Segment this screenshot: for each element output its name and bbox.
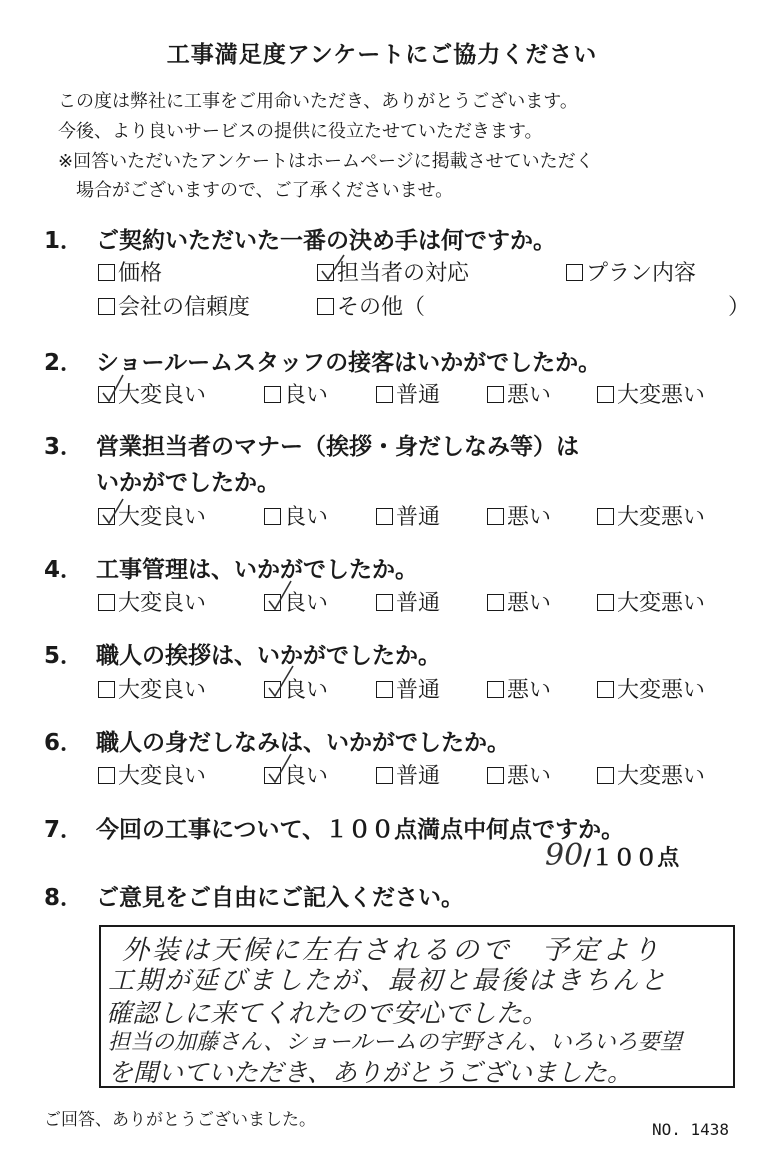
q3-option-very-good[interactable]: 大変良い xyxy=(98,500,206,531)
checkbox[interactable] xyxy=(98,767,115,784)
question-number: 1． xyxy=(44,228,84,254)
checkbox[interactable] xyxy=(376,767,393,784)
intro-line-4: 場合がございますので、ご了承くださいませ。 xyxy=(58,180,454,201)
checkbox[interactable] xyxy=(376,386,393,403)
question-text: ご契約いただいた一番の決め手は何ですか。 xyxy=(96,228,556,254)
checkbox[interactable] xyxy=(597,594,614,611)
handwritten-check-icon xyxy=(101,375,127,405)
comment-line-4: 担当の加藤さん、ショールームの宇野さん、いろいろ要望 xyxy=(108,1030,682,1055)
checkbox[interactable] xyxy=(264,386,281,403)
q6-option-good[interactable]: 良い xyxy=(264,759,328,790)
checkbox[interactable] xyxy=(597,508,614,525)
q3-option-bad[interactable]: 悪い xyxy=(487,500,551,531)
q3-option-average[interactable]: 普通 xyxy=(376,500,440,531)
q1-option-other[interactable]: その他（ xyxy=(317,290,425,321)
q4-option-very-bad[interactable]: 大変悪い xyxy=(597,586,705,617)
q1-option-price[interactable]: 価格 xyxy=(98,256,162,287)
checkbox-checked[interactable] xyxy=(98,386,115,403)
question-4: 4． 工事管理は、いかがでしたか。 xyxy=(44,557,418,583)
checkbox[interactable] xyxy=(264,508,281,525)
q6-option-very-bad[interactable]: 大変悪い xyxy=(597,759,705,790)
checkbox[interactable] xyxy=(376,681,393,698)
survey-title: 工事満足度アンケートにご協力ください xyxy=(166,42,598,68)
checkbox[interactable] xyxy=(317,298,334,315)
checkbox[interactable] xyxy=(98,264,115,281)
checkbox[interactable] xyxy=(566,264,583,281)
question-6: 6． 職人の身だしなみは、いかがでしたか。 xyxy=(44,730,510,756)
checkbox-checked[interactable] xyxy=(98,508,115,525)
intro-line-2: 今後、より良いサービスの提供に役立たせていただきます。 xyxy=(58,121,543,142)
q6-option-average[interactable]: 普通 xyxy=(376,759,440,790)
q2-option-very-good[interactable]: 大変良い xyxy=(98,378,206,409)
checkbox-checked[interactable] xyxy=(264,594,281,611)
handwritten-check-icon xyxy=(267,670,293,700)
comment-line-2: 工期が延びましたが、最初と最後はきちんと xyxy=(108,966,669,996)
q5-option-very-good[interactable]: 大変良い xyxy=(98,673,206,704)
handwritten-check-icon xyxy=(267,583,293,613)
checkbox[interactable] xyxy=(597,681,614,698)
question-2: 2． ショールームスタッフの接客はいかがでしたか。 xyxy=(44,350,602,376)
q6-option-bad[interactable]: 悪い xyxy=(487,759,551,790)
q4-option-good[interactable]: 良い xyxy=(264,586,328,617)
q2-option-good[interactable]: 良い xyxy=(264,378,328,409)
comment-line-1: 外装は天候に左右されるので 予定より xyxy=(122,935,662,966)
q3-option-good[interactable]: 良い xyxy=(264,500,328,531)
checkbox[interactable] xyxy=(487,767,504,784)
checkbox-checked[interactable] xyxy=(264,767,281,784)
q4-option-very-good[interactable]: 大変良い xyxy=(98,586,206,617)
question-3: 3． 営業担当者のマナー（挨拶・身だしなみ等）は xyxy=(44,434,579,460)
intro-line-1: この度は弊社に工事をご用命いただき、ありがとうございます。 xyxy=(58,91,578,112)
question-8: 8． ご意見をご自由にご記入ください。 xyxy=(44,885,464,911)
score-handwritten[interactable]: 90 xyxy=(545,838,584,873)
q1-option-trust[interactable]: 会社の信頼度 xyxy=(98,290,250,321)
comment-line-5: を聞いていただき、ありがとうございました。 xyxy=(108,1058,633,1087)
q4-option-bad[interactable]: 悪い xyxy=(487,586,551,617)
handwritten-check-icon xyxy=(101,497,127,527)
checkbox[interactable] xyxy=(487,681,504,698)
intro-line-3: ※回答いただいたアンケートはホームページに掲載させていただく xyxy=(58,151,594,172)
q5-option-very-bad[interactable]: 大変悪い xyxy=(597,673,705,704)
q5-option-average[interactable]: 普通 xyxy=(376,673,440,704)
checkbox[interactable] xyxy=(376,508,393,525)
q4-option-average[interactable]: 普通 xyxy=(376,586,440,617)
q1-other-close: ） xyxy=(728,295,751,320)
q5-option-bad[interactable]: 悪い xyxy=(487,673,551,704)
checkbox-checked[interactable] xyxy=(264,681,281,698)
comment-line-3: 確認しに来てくれたので安心でした。 xyxy=(106,999,549,1029)
handwritten-check-icon xyxy=(320,253,346,283)
q2-option-very-bad[interactable]: 大変悪い xyxy=(597,378,705,409)
q2-option-average[interactable]: 普通 xyxy=(376,378,440,409)
checkbox[interactable] xyxy=(98,298,115,315)
checkbox-checked[interactable] xyxy=(317,264,334,281)
q1-option-plan[interactable]: プラン内容 xyxy=(566,256,696,287)
footer-thanks: ご回答、ありがとうございました。 xyxy=(44,1110,316,1130)
question-7: 7． 今回の工事について、１００点満点中何点ですか。 xyxy=(44,817,625,843)
question-5: 5． 職人の挨拶は、いかがでしたか。 xyxy=(44,643,441,669)
q2-option-bad[interactable]: 悪い xyxy=(487,378,551,409)
q1-option-staff[interactable]: 担当者の対応 xyxy=(317,256,469,287)
question-3-line-2: いかがでしたか。 xyxy=(96,470,280,496)
checkbox[interactable] xyxy=(376,594,393,611)
checkbox[interactable] xyxy=(487,594,504,611)
q6-option-very-good[interactable]: 大変良い xyxy=(98,759,206,790)
checkbox[interactable] xyxy=(487,508,504,525)
q5-option-good[interactable]: 良い xyxy=(264,673,328,704)
score-suffix: /１００点 xyxy=(583,846,680,871)
checkbox[interactable] xyxy=(98,681,115,698)
checkbox[interactable] xyxy=(597,386,614,403)
q3-option-very-bad[interactable]: 大変悪い xyxy=(597,500,705,531)
checkbox[interactable] xyxy=(597,767,614,784)
checkbox[interactable] xyxy=(487,386,504,403)
document-number: NO. 1438 xyxy=(652,1120,730,1139)
checkbox[interactable] xyxy=(98,594,115,611)
q7-score[interactable] xyxy=(545,838,679,873)
handwritten-check-icon xyxy=(267,756,293,786)
question-1 xyxy=(44,222,556,255)
